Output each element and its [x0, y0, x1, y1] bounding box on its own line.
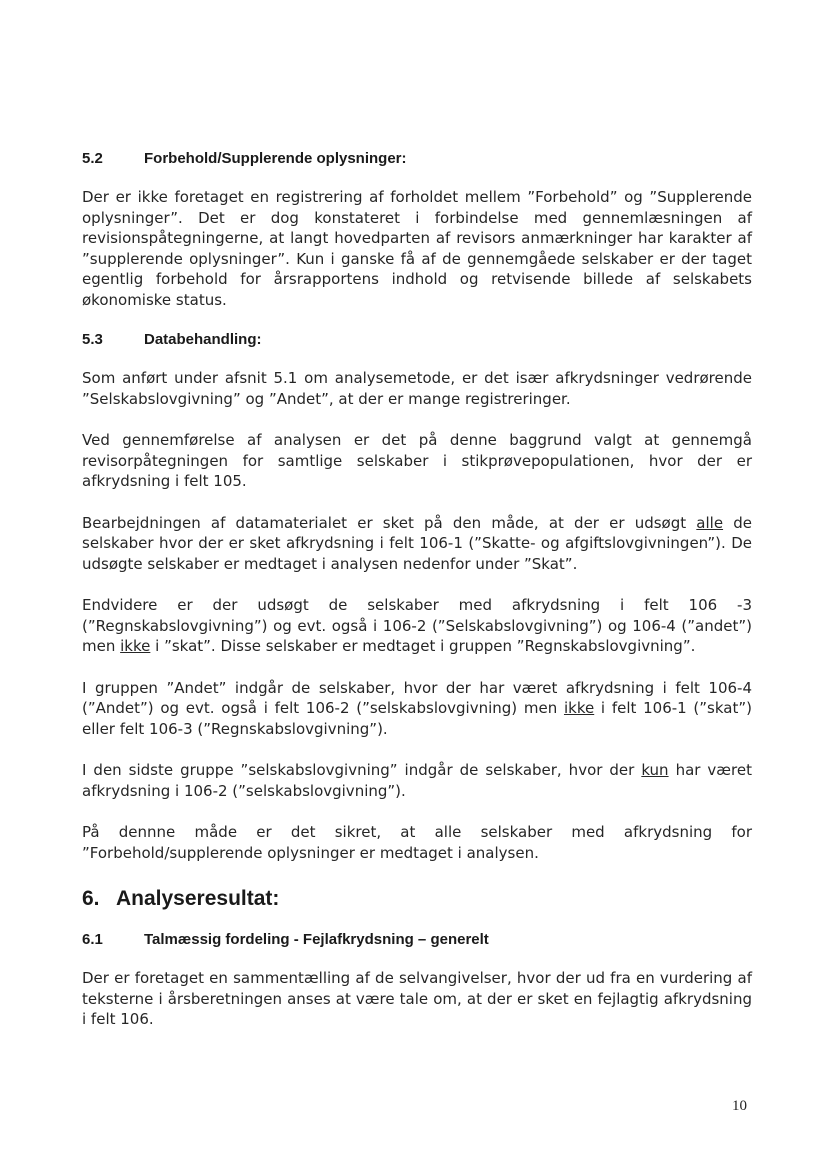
underlined-text: ikke: [120, 637, 151, 655]
paragraph: På dennne måde er det sikret, at alle selskaber med afkrydsning for ”Forbehold/supplerende oplysninger er medtaget i analysen.: [82, 823, 752, 862]
paragraph: Ved gennemførelse af analysen er det på denne baggrund valgt at gennemgå revisorpåtegningen for samtlige selskaber i stikprøvepopulationen, hvor der er afkrydsning i felt 105.: [82, 431, 752, 490]
underlined-text: kun: [641, 761, 669, 779]
text-run: Bearbejdningen af datamaterialet er sket på den måde, at der er udsøgt: [82, 513, 697, 532]
document-body: [82, 150, 752, 1051]
page-number: 10: [732, 1098, 747, 1114]
section-number: 5.2: [82, 150, 103, 167]
text-run: har været afkrydsning i 106-2 (”selskabslovgivning”).: [82, 761, 752, 800]
section-heading-5-3: [82, 331, 752, 348]
text-run: i ”skat”. Disse selskaber er medtaget i gruppen ”Regnskabslovgivning”.: [150, 637, 696, 655]
section-number: 6.1: [82, 931, 103, 948]
chapter-number: 6.: [82, 887, 100, 910]
text-run: I den sidste gruppe ”selskabslovgivning” indgår de selskaber, hvor der: [82, 761, 642, 779]
paragraph: [82, 513, 752, 575]
section-number: 5.3: [82, 331, 103, 348]
underlined-text: ikke: [563, 699, 595, 717]
text-run: i felt 106-1 (”skat”) eller felt 106-3 (”Regnskabslovgivning”).: [82, 699, 752, 738]
section-title: Databehandling:: [144, 331, 262, 348]
paragraph: [82, 678, 752, 740]
paragraph: Der er ikke foretaget en registrering af forholdet mellem ”Forbehold” og ”Supplerende oplysninger”. Det er dog konstateret i forbindelse med gennemlæsningen af revisionspåtegningerne, at langt hovedparten af revisors anmærkninger har karakter af ”supplerende oplysninger”. Kun i ganske få af de gennemgåede selskaber er der taget egentlig forbehold for årsrapportens indhold og retvisende billede af selskabets økonomiske status.: [82, 188, 752, 309]
chapter-title: Analyseresultat:: [116, 887, 280, 910]
section-title: Forbehold/Supplerende oplysninger:: [144, 150, 407, 167]
paragraph: Som anført under afsnit 5.1 om analysemetode, er det især afkrydsninger vedrørende ”Selskabslovgivning” og ”Andet”, at der er mange registreringer.: [82, 369, 752, 408]
underlined-text: alle: [696, 513, 724, 532]
section-title: Talmæssig fordeling - Fejlafkrydsning – generelt: [144, 931, 489, 948]
chapter-heading-6: [82, 887, 752, 911]
paragraph: [82, 760, 752, 801]
text-run: I gruppen ”Andet” indgår de selskaber, hvor der har været afkrydsning i felt 106-4 (”Andet”) og evt. også i felt 106-2 (”selskabslovgivning) men: [82, 678, 752, 717]
text-run: Endvidere er der udsøgt de selskaber med afkrydsning i felt 106 -3 (”Regnskabslovgivning”) og evt. også i 106-2 (”Selskabslovgivning”) og 106-4 (”andet”) men: [82, 596, 752, 655]
text-run: de selskaber hvor der er sket afkrydsning i felt 106-1 (”Skatte- og afgiftslovgivningen”). De udsøgte selskaber er medtaget i analysen nedenfor under ”Skat”.: [82, 513, 752, 573]
paragraph: [82, 595, 752, 657]
section-heading-5-2: [82, 150, 752, 167]
section-heading-6-1: [82, 931, 752, 948]
paragraph: Der er foretaget en sammentælling af de selvangivelser, hvor der ud fra en vurdering af teksterne i årsberetningen anses at være tale om, at der er sket en fejlagtig afkrydsning i felt 106.: [82, 969, 752, 1028]
